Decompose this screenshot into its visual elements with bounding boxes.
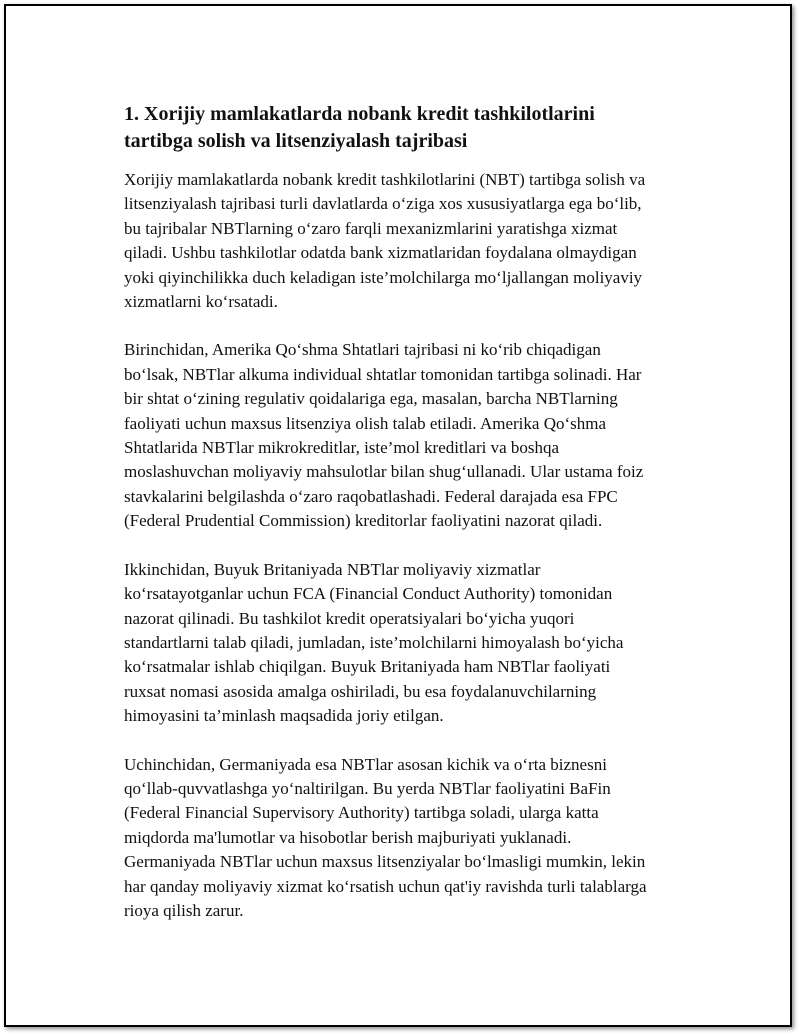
text-line: litsenziyalash tajribasi turli davlatlarda o‘ziga xos xususiyatlarga ega bo‘lib, bbox=[124, 194, 642, 214]
text-line: nazorat qilinadi. Bu tashkilot kredit operatsiyalari bo‘yicha yuqori bbox=[124, 608, 575, 628]
heading-line: 1. Xorijiy mamlakatlarda nobank kredit tashkilotlarini bbox=[124, 103, 595, 125]
text-line: moslashuvchan moliyaviy mahsulotlar bilan shug‘ullanadi. Ular ustama foiz bbox=[124, 462, 644, 482]
text-line: Birinchidan, Amerika Qo‘shma Shtatlari tajribasi ni ko‘rib chiqadigan bbox=[124, 340, 601, 360]
text-line: qo‘llab-quvvatlashga yo‘naltirilgan. Bu yerda NBTlar faoliyatini BaFin bbox=[124, 778, 611, 798]
text-line: himoyasini ta’minlash maqsadida joriy etilgan. bbox=[124, 706, 444, 726]
paragraph-uk bbox=[124, 558, 692, 729]
text-line: bo‘lsak, NBTlar alkuma individual shtatlar tomonidan tartibga solinadi. Har bbox=[124, 364, 642, 384]
text-line: har qanday moliyaviy xizmat ko‘rsatish uchun qat'iy ravishda turli talablarga bbox=[124, 876, 647, 896]
text-line: bu tajribalar NBTlarning o‘zaro farqli mexanizmlarini yaratishga xizmat bbox=[124, 218, 618, 238]
text-line: standartlarni talab qiladi, jumladan, iste’molchilarni himoyalash bo‘yicha bbox=[124, 632, 624, 652]
text-line: ruxsat nomasi asosida amalga oshiriladi, bu esa foydalanuvchilarning bbox=[124, 681, 597, 701]
heading-line: tartibga solish va litsenziyalash tajribasi bbox=[124, 130, 468, 152]
text-line: Uchinchidan, Germaniyada esa NBTlar asosan kichik va o‘rta biznesni bbox=[124, 754, 607, 774]
document-body bbox=[124, 101, 692, 947]
text-line: (Federal Prudential Commission) kreditorlar faoliyatini nazorat qiladi. bbox=[124, 511, 603, 531]
text-line: yoki qiyinchilikka duch keladigan iste’molchilarga mo‘ljallangan moliyaviy bbox=[124, 267, 643, 287]
text-line: Xorijiy mamlakatlarda nobank kredit tashkilotlarini (NBT) tartibga solish va bbox=[124, 170, 646, 189]
text-line: ko‘rsatmalar ishlab chiqilgan. Buyuk Britaniyada ham NBTlar faoliyati bbox=[124, 657, 611, 677]
text-line: Germaniyada NBTlar uchun maxsus litsenziyalar bo‘lmasligi mumkin, lekin bbox=[124, 852, 646, 872]
text-line: faoliyati uchun maxsus litsenziya olish talab etiladi. Amerika Qo‘shma bbox=[124, 413, 607, 433]
paragraph-germany bbox=[124, 753, 692, 924]
paragraph-intro bbox=[124, 168, 692, 314]
text-line: rioya qilish zarur. bbox=[124, 900, 244, 920]
section-heading bbox=[124, 101, 692, 155]
text-line: stavkalarini belgilashda o‘zaro raqobatlashadi. Federal darajada esa FPC bbox=[124, 486, 618, 506]
text-line: ko‘rsatayotganlar uchun FCA (Financial Conduct Authority) tomonidan bbox=[124, 584, 613, 604]
text-line: Ikkinchidan, Buyuk Britaniyada NBTlar moliyaviy xizmatlar bbox=[124, 559, 541, 579]
text-line: Shtatlarida NBTlar mikrokreditlar, iste’mol kreditlari va boshqa bbox=[124, 438, 560, 458]
text-line: miqdorda ma'lumotlar va hisobotlar berish majburiyati yuklanadi. bbox=[124, 827, 572, 847]
text-line: xizmatlarni ko‘rsatadi. bbox=[124, 292, 278, 312]
text-line: (Federal Financial Supervisory Authority) tartibga soladi, ularga katta bbox=[124, 803, 599, 823]
text-line: bir shtat o‘zining regulativ qoidalariga ega, masalan, barcha NBTlarning bbox=[124, 389, 618, 409]
paragraph-usa bbox=[124, 338, 692, 533]
text-line: qiladi. Ushbu tashkilotlar odatda bank xizmatlaridan foydalana olmaydigan bbox=[124, 243, 637, 263]
page-frame bbox=[4, 4, 792, 1027]
